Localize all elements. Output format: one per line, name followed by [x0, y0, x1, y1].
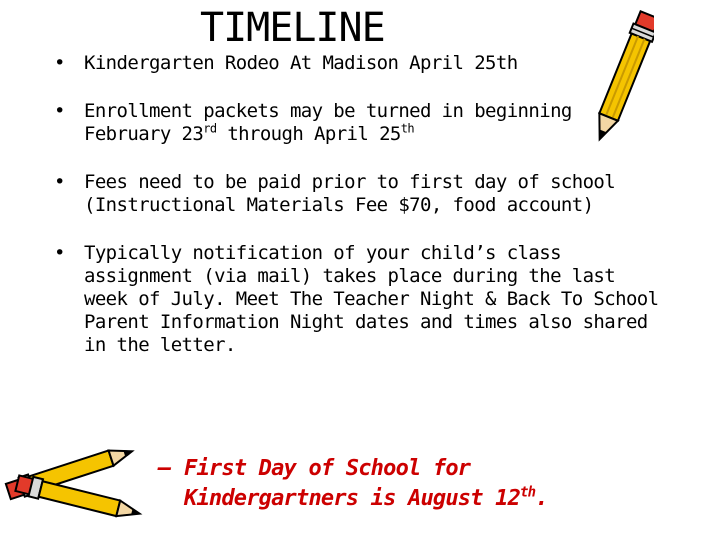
sub-bullet-end: .	[535, 486, 548, 511]
pencil-icon	[594, 4, 654, 154]
superscript: th	[520, 484, 536, 501]
superscript: rd	[203, 121, 217, 136]
superscript: th	[400, 121, 414, 136]
pencil-body	[599, 34, 650, 121]
bullet-text: Typically notification of your child’s class assignment (via mail) takes place during the last week of July. Meet The Teacher Night & Back To School Parent Information Night dates and times also shared in the letter.	[84, 242, 659, 356]
sub-bullet-text-wrap	[158, 454, 618, 514]
bullet-item	[54, 242, 664, 357]
bullet-text: Fees need to be paid prior to first day of school (Instructional Materials Fee $70, food account)	[84, 171, 616, 216]
bullet-item	[54, 171, 664, 217]
bullet-item	[54, 52, 664, 75]
sub-bullet	[158, 454, 618, 514]
bullet-list	[54, 52, 664, 382]
bullet-item	[54, 100, 664, 146]
bullet-text: Kindergarten Rodeo At Madison April 25th	[84, 52, 518, 74]
bullet-text: Enrollment packets may be turned in beginning February 23	[84, 100, 572, 145]
page-title: TIMELINE	[200, 5, 385, 51]
crayons-icon	[2, 436, 152, 536]
bullet-text: through April 25	[216, 123, 401, 145]
crayon-body	[39, 481, 120, 516]
sub-bullet-text: First Day of School for Kindergartners is August 12	[184, 456, 521, 511]
dash-marker: –	[158, 456, 171, 481]
